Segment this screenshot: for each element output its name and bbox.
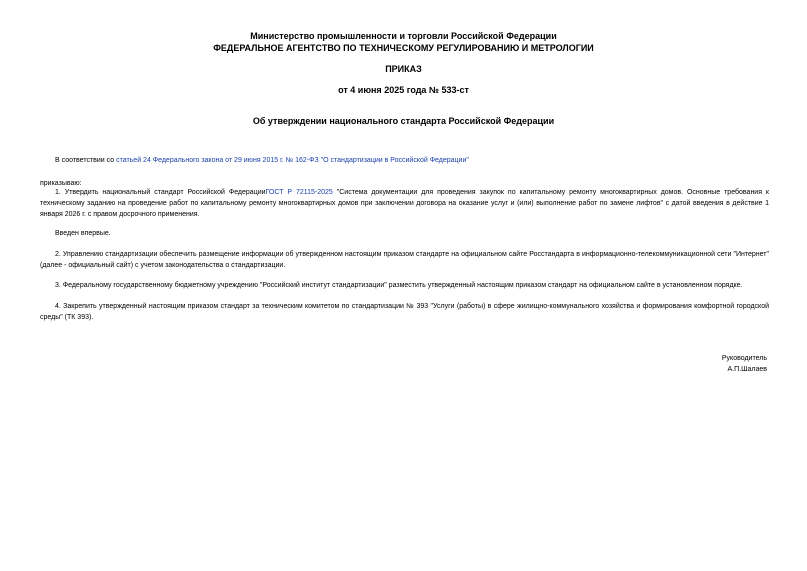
item1-prefix: 1. Утвердить национальный стандарт Российской Федерации xyxy=(55,189,266,196)
basis-prefix: В соответствии со xyxy=(55,157,117,164)
gost-link[interactable]: ГОСТ Р 72115-2025 xyxy=(265,189,333,196)
document-type: ПРИКАЗ xyxy=(385,64,422,74)
federal-law-link[interactable]: статьей 24 Федерального закона от 29 июня 2015 г. № 162-ФЗ "О стандартизации в Российской Федерации" xyxy=(116,157,469,164)
basis-paragraph xyxy=(40,155,769,166)
document-date-number: от 4 июня 2025 года № 533-ст xyxy=(338,85,469,95)
ministry-name: Министерство промышленности и торговли Российской Федерации xyxy=(250,31,557,41)
order-item-2: 2. Управлению стандартизации обеспечить размещение информации об утвержденном настоящим приказом стандарте на официальном сайте Росстандарта в информационно-телекоммуникационной сети "Интернет" (далее - официальный сайт) с учетом законодательства о стандартизации. xyxy=(40,251,769,269)
order-item-1 xyxy=(40,187,769,220)
agency-name: ФЕДЕРАЛЬНОЕ АГЕНТСТВО ПО ТЕХНИЧЕСКОМУ РЕГУЛИРОВАНИЮ И МЕТРОЛОГИИ xyxy=(213,43,594,53)
document-subject: Об утверждении национального стандарта Российской Федерации xyxy=(252,116,555,126)
item1-suffix: "Система документации для проведения закупок по капитальному ремонту многоквартирных домов. Основные требования к техническому заданию на проведение работ по капитальному ремонту многоквартирных домов при заключении договора на оказание услуг и (или) выполнение работ по замене лифтов" с датой введения в действие 1 января 2026 г. с правом досрочного применения. xyxy=(40,189,769,218)
order-item-4: 4. Закрепить утвержденный настоящим приказом стандарт за техническим комитетом по стандартизации № 393 "Услуги (работы) в сфере жилищно-коммунального хозяйства и формирования комфортной городской среды" (ТК 393). xyxy=(40,303,769,321)
introduced-first-note: Введен впервые. xyxy=(55,230,111,237)
order-item-3: 3. Федеральному государственному бюджетному учреждению "Российский институт стандартизации" разместить утвержденный настоящим приказом стандарт на официальном сайте в установленном порядке. xyxy=(55,282,743,289)
signatory-title: Руководитель xyxy=(721,355,767,362)
order-word: приказываю: xyxy=(40,180,82,187)
signatory-name: А.П.Шалаев xyxy=(727,366,767,373)
